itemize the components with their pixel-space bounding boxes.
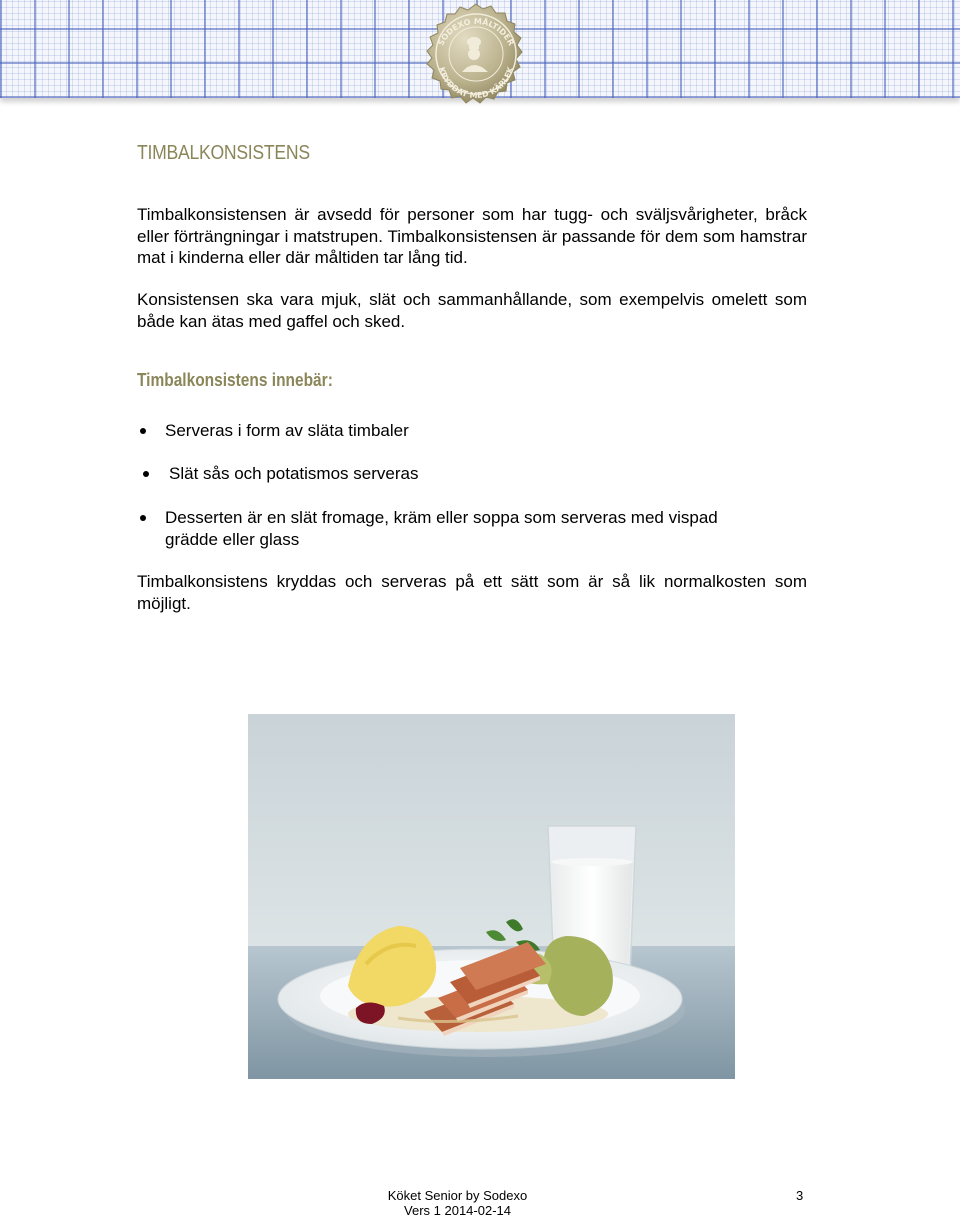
bullet-icon <box>143 471 149 477</box>
list-item <box>137 463 807 485</box>
page-number: 3 <box>796 1188 804 1203</box>
list-item-text: Desserten är en slät fromage, kräm eller soppa som serveras med vispad grädde eller glass <box>165 508 718 549</box>
bullet-icon <box>140 515 146 521</box>
footer-version-date: Vers 1 2014-02-14 <box>404 1203 511 1218</box>
page-title: TIMBALKONSISTENS <box>137 142 310 164</box>
footer <box>330 1188 585 1218</box>
list-item-text: Serveras i form av släta timbaler <box>165 421 409 440</box>
footer-line-1: Köket Senior by Sodexo <box>387 1188 528 1203</box>
food-plate-photo <box>248 714 735 1079</box>
seal-text-bottom: KRYDDAT MED KÄRLEK <box>436 65 516 101</box>
list-item-text: Slät sås och potatismos serveras <box>169 464 419 483</box>
sodexo-seal-logo <box>418 2 534 118</box>
list-item <box>137 507 807 550</box>
bullet-icon <box>140 428 146 434</box>
seal-text-top: SODEXO MÅLTIDER <box>436 16 516 48</box>
seasoning-paragraph: Timbalkonsistens kryddas och serveras på ett sätt som är så lik normalkosten som möjligt. <box>137 572 807 613</box>
consistency-paragraph: Konsistensen ska vara mjuk, slät och sammanhållande, som exempelvis omelett som både kan ätas med gaffel och sked. <box>137 290 807 331</box>
intro-paragraph: Timbalkonsistensen är avsedd för personer som har tugg- och sväljsvårigheter, bråck eller förträngningar i matstrupen. Timbalkonsistensen är passande för dem som hamstrar mat i kinderna eller där måltiden tar lång tid. <box>137 205 807 267</box>
section-subheading: Timbalkonsistens innebär: <box>137 370 333 390</box>
list-item <box>137 420 807 442</box>
